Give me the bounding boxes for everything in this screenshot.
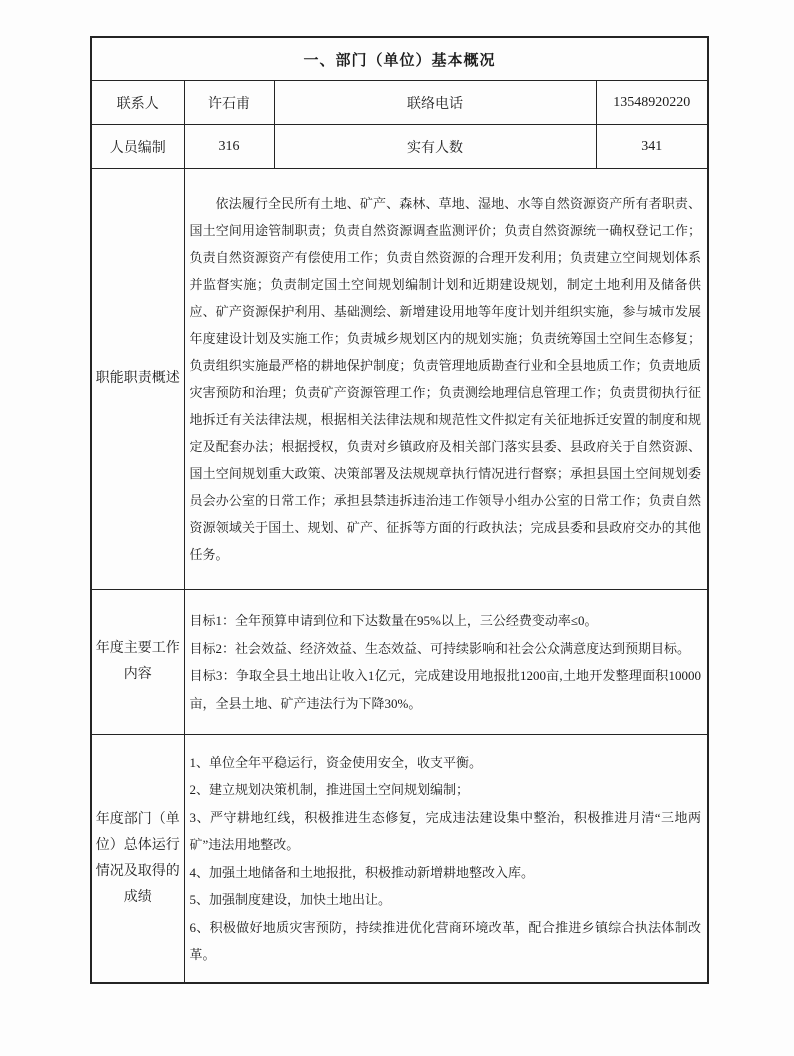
list-item: 目标2：社会效益、经济效益、生态效益、可持续影响和社会公众满意度达到预期目标。: [189, 640, 691, 656]
contact-row: [91, 81, 708, 125]
list-item: 4、加强土地储备和土地报批，积极推动新增耕地整改入库。: [189, 864, 535, 880]
staffing-value: 316: [184, 125, 274, 169]
list-item: 5、加强制度建设，加快土地出让。: [189, 892, 392, 907]
annual-goals-list: [190, 607, 702, 717]
phone-value: 13548920220: [596, 81, 708, 125]
title-row: [91, 37, 708, 81]
section-title: 一、部门（单位）基本概况: [91, 37, 708, 81]
duties-label: 职能职责概述: [91, 169, 184, 590]
annual-performance-list: [190, 749, 702, 969]
annual-performance-content: [184, 735, 708, 984]
annual-performance-label: 年度部门（单位）总体运行情况及取得的成绩: [91, 735, 184, 984]
contact-value: 许石甫: [184, 81, 274, 125]
duties-row: [91, 169, 708, 590]
list-item: 目标1：全年预算申请到位和下达数量在95%以上，三公经费变动率≤0。: [189, 613, 598, 628]
contact-label: 联系人: [91, 81, 184, 125]
annual-goals-content: [184, 590, 708, 735]
annual-goals-row: [91, 590, 708, 735]
actual-headcount-value: 341: [596, 125, 708, 169]
basic-overview-table: [90, 36, 709, 984]
staffing-label: 人员编制: [91, 125, 184, 169]
annual-goals-label: 年度主要工作内容: [91, 590, 184, 735]
actual-headcount-label: 实有人数: [274, 125, 596, 169]
list-item: 1、单位全年平稳运行，资金使用安全，收支平衡。: [189, 754, 483, 770]
annual-performance-row: [91, 735, 708, 984]
duties-content: [184, 169, 708, 590]
duties-text: 依法履行全民所有土地、矿产、森林、草地、湿地、水等自然资源资产所有者职责、国土空间用途管制职责；负责自然资源调查监测评价；负责自然资源统一确权登记工作；负责自然资源资产有偿使用工作；负责自然资源的合理开发利用；负责建立空间规划体系并监督实施；负责制定国土空间规划编制计划和近期建设规划，制定土地利用及储备供应、矿产资源保护利用、基础测绘、新增建设用地等年度计划并组织实施，参与城市发展年度建设计划及实施工作；负责城乡规划区内的规划实施；负责统筹国土空间生态修复；负责组织实施最严格的耕地保护制度；负责管理地质勘查行业和全县地质工作；负责地质灾害预防和治理；负责矿产资源管理工作；负责测绘地理信息管理工作；负责贯彻执行征地拆迁有关法律法规，根据相关法律法规和规范性文件拟定有关征地拆迁安置的制度和规定及配套办法；根据授权，负责对乡镇政府及相关部门落实县委、县政府关于自然资源、国土空间规划重大政策、决策部署及法规规章执行情况进行督察；承担县国土空间规划委员会办公室的日常工作；承担县禁违拆违治违工作领导小组办公室的日常工作；负责自然资源领域关于国土、规划、矿产、征拆等方面的行政执法；完成县委和县政府交办的其他任务。: [189, 196, 702, 562]
staffing-row: [91, 125, 708, 169]
list-item: 目标3：争取全县土地出让收入1亿元，完成建设用地报批1200亩,土地开发整理面积10000亩，全县土地、矿产违法行为下降30%。: [189, 668, 702, 711]
list-item: 6、积极做好地质灾害预防，持续推进优化营商环境改革，配合推进乡镇综合执法体制改革。: [189, 919, 702, 962]
phone-label: 联络电话: [274, 81, 596, 125]
list-item: 2、建立规划决策机制，推进国土空间规划编制；: [189, 782, 470, 797]
list-item: 3、严守耕地红线，积极推进生态修复，完成违法建设集中整治，积极推进月清“三地两矿”违法用地整改。: [189, 809, 702, 852]
